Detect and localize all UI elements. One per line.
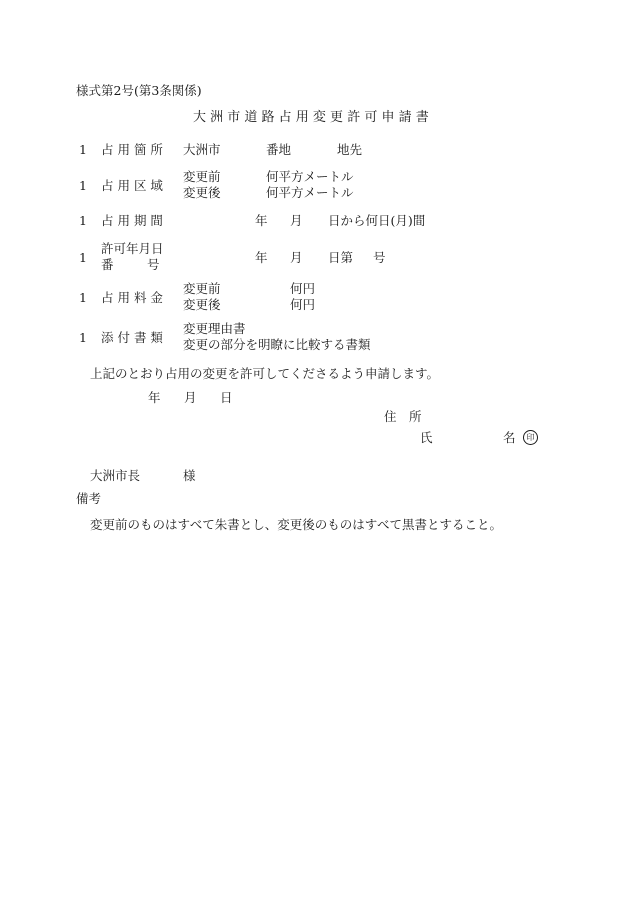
permit-day-no: 日第 [328,250,354,265]
area-after-label: 変更後 [183,185,221,200]
fee-before-label: 変更前 [183,281,221,296]
location-banchi: 番地 [266,142,292,157]
date-year: 年 [148,390,161,405]
item-label-line2-go: 号 [147,257,160,272]
address-label: 住 所 [384,409,422,424]
location-chisaki: 地先 [337,142,363,157]
item-number: 1 [79,290,87,305]
item-label-line1: 許可年月日 [101,241,164,256]
remarks-heading: 備考 [76,491,102,506]
name-label-shi: 氏 [420,430,433,445]
attachment-line-2: 変更の部分を明瞭に比較する書類 [183,337,371,352]
item-label: 占 用 箇 所 [101,142,163,157]
request-sentence: 上記のとおり占用の変更を許可してくださるよう申請します。 [90,366,440,381]
item-label: 占 用 料 金 [101,290,163,305]
item-label: 占 用 区 域 [101,178,163,193]
item-label: 占 用 期 間 [101,213,163,228]
item-number: 1 [79,178,87,193]
fee-after-label: 変更後 [183,297,221,312]
period-month: 月 [290,213,303,228]
addressee-honorific: 様 [183,468,196,483]
fee-after-value: 何円 [290,297,316,312]
area-after-value: 何平方メートル [266,185,354,200]
period-rest: 日から何日(月)間 [328,213,426,228]
item-label: 添 付 書 類 [101,330,163,345]
attachment-line-1: 変更理由書 [183,321,246,336]
seal-mark: 印 [523,430,538,445]
permit-month: 月 [290,250,303,265]
remarks-text: 変更前のものはすべて朱書とし、変更後のものはすべて黒書とすること。 [90,517,503,532]
item-number: 1 [79,330,87,345]
item-number: 1 [79,250,87,265]
document-title: 大 洲 市 道 路 占 用 変 更 許 可 申 請 書 [193,110,429,125]
item-label-line2-ban: 番 [101,257,114,272]
form-number: 様式第2号(第3条関係) [76,83,202,98]
addressee-name: 大洲市長 [90,468,141,483]
fee-before-value: 何円 [290,281,316,296]
period-year: 年 [255,213,268,228]
date-day: 日 [220,390,233,405]
date-month: 月 [184,390,197,405]
item-number: 1 [79,213,87,228]
area-before-label: 変更前 [183,169,221,184]
permit-go: 号 [373,250,386,265]
area-before-value: 何平方メートル [266,169,354,184]
item-number: 1 [79,142,87,157]
location-city: 大洲市 [183,142,221,157]
name-label-mei: 名 [503,430,516,445]
permit-year: 年 [255,250,268,265]
